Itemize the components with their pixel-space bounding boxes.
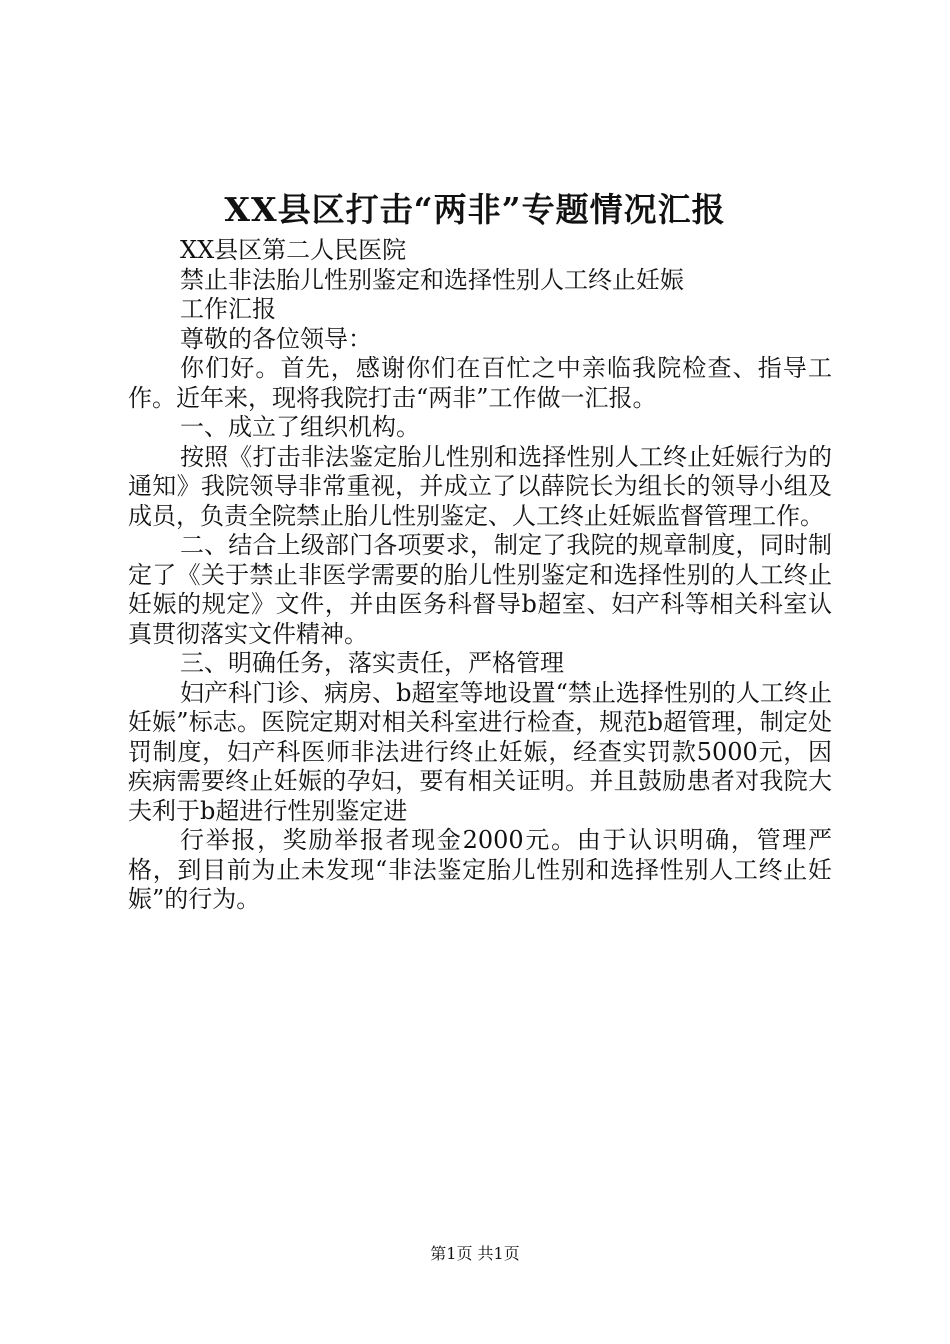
document-title: XX县区打击“两非”专题情况汇报 xyxy=(224,190,726,229)
salutation: 尊敬的各位领导： xyxy=(180,324,372,353)
report-subject: 禁止非法胎儿性别鉴定和选择性别人工终止妊娠 xyxy=(180,265,684,294)
section-heading-3: 三、明确任务，落实责任，严格管理 xyxy=(180,649,564,677)
body-paragraph: 行举报，奖励举报者现金2000元。由于认识明确，管理严格，到目前为止未发现“非法鉴定胎儿性别和选择性别人工终止妊娠”的行为。 xyxy=(128,826,832,913)
hospital-name: XX县区第二人民医院 xyxy=(180,236,407,264)
document-body xyxy=(128,236,832,915)
report-type: 工作汇报 xyxy=(180,295,276,323)
body-paragraph: 按照《打击非法鉴定胎儿性别和选择性别人工终止妊娠行为的通知》我院领导非常重视，并成立了以薛院长为组长的领导小组及成员，负责全院禁止胎儿性别鉴定、人工终止妊娠监督管理工作。 xyxy=(128,442,832,530)
body-paragraph: 妇产科门诊、病房、b超室等地设置“禁止选择性别的人工终止妊娠”标志。医院定期对相关科室进行检查，规范b超管理，制定处罚制度，妇产科医师非法进行终止妊娠，经查实罚款5000元，因疾病需要终止妊娠的孕妇，要有相关证明。并且鼓励患者对我院大夫利于b超进行性别鉴定进 xyxy=(128,678,832,825)
section-heading-2: 二、结合上级部门各项要求，制定了我院的规章制度，同时制定了《关于禁止非医学需要的胎儿性别鉴定和选择性别的人工终止妊娠的规定》文件，并由医务科督导b超室、妇产科等相关科室认真贯彻落实文件精神。 xyxy=(128,531,832,648)
page-footer: 第1页 共1页 xyxy=(430,1244,520,1263)
intro-paragraph: 你们好。首先，感谢你们在百忙之中亲临我院检查、指导工作。近年来，现将我院打击“两非”工作做一汇报。 xyxy=(128,354,832,412)
section-heading-1: 一、成立了组织机构。 xyxy=(180,413,420,441)
